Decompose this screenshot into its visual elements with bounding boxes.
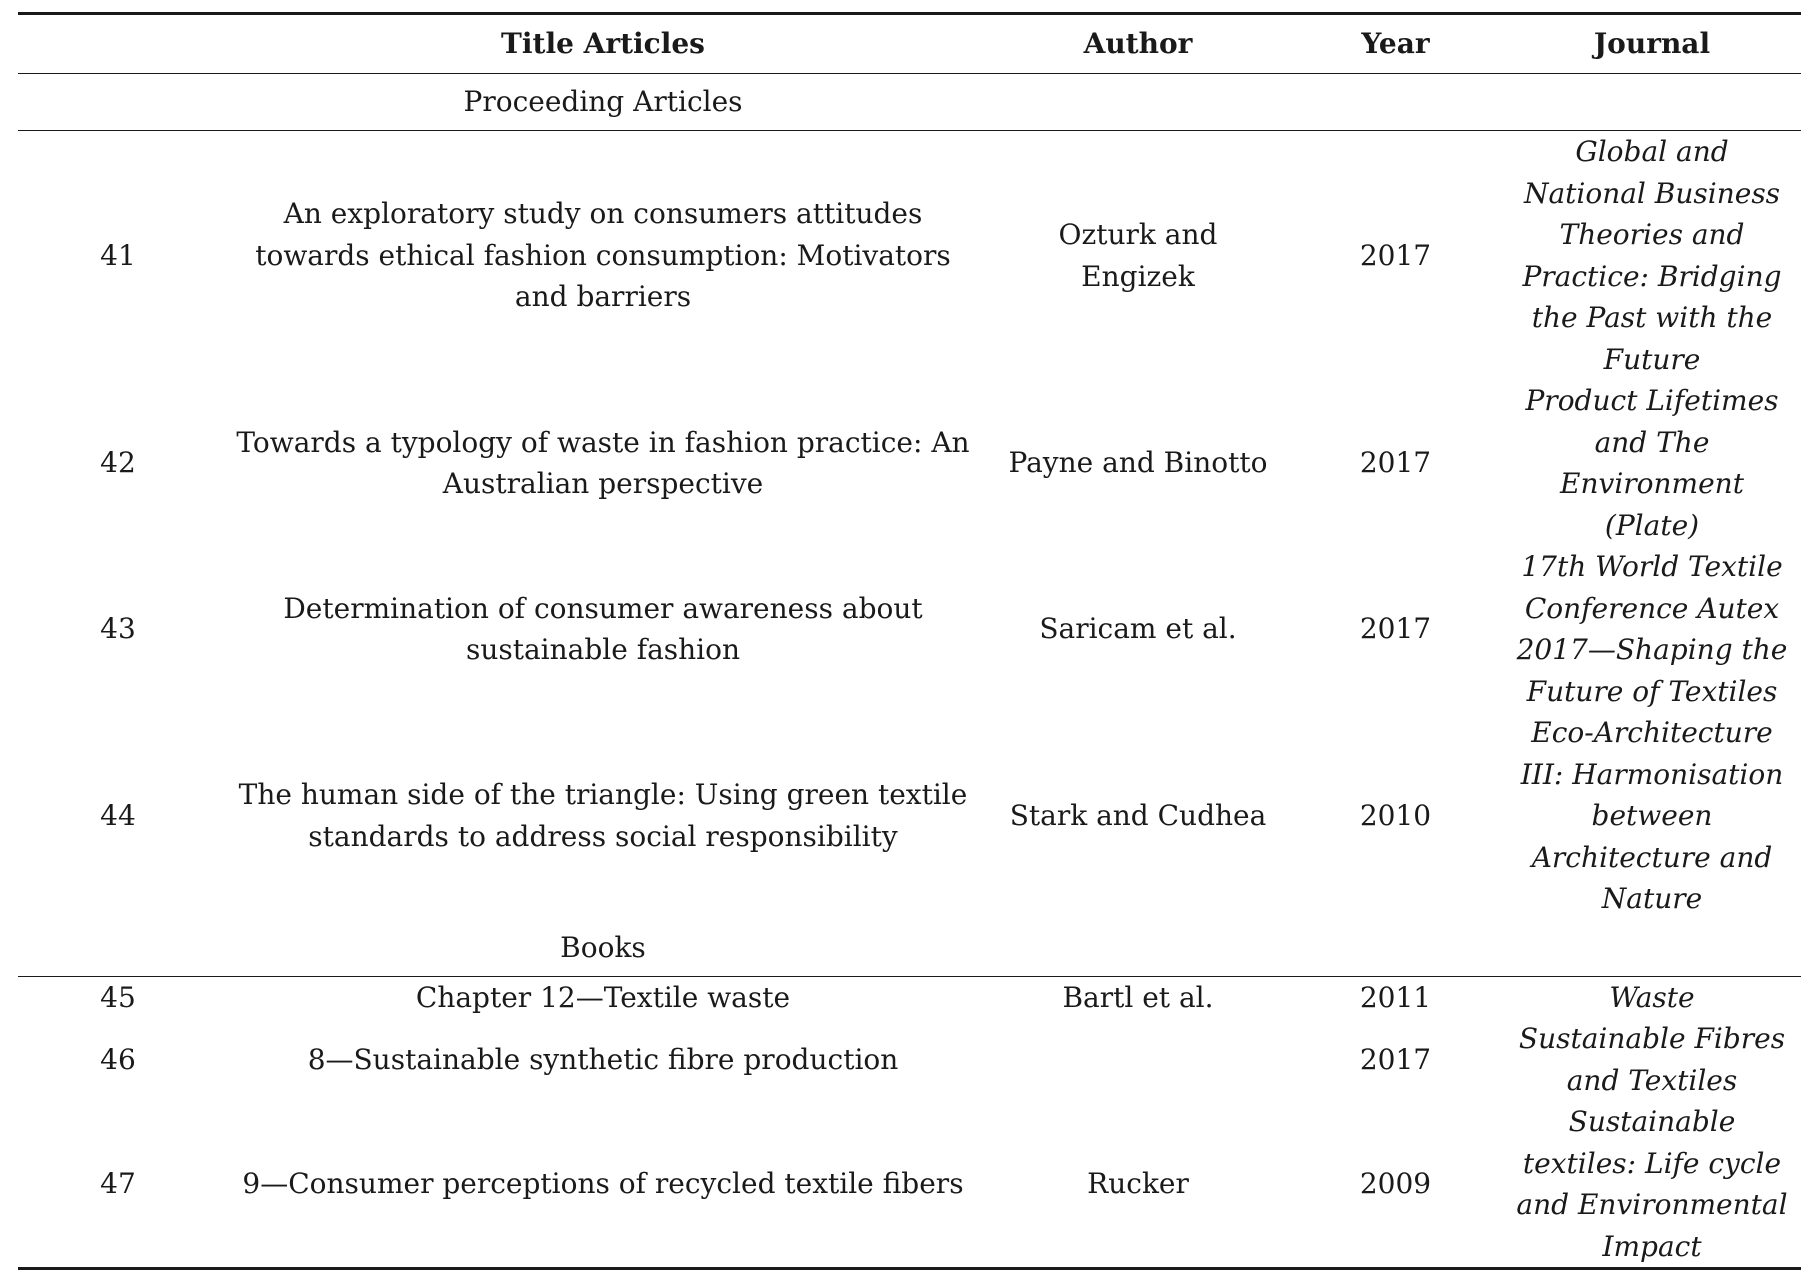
row-number: 45: [100, 980, 136, 1014]
table-row: [18, 546, 1801, 712]
row-title: Determination of consumer awareness about sustainable fashion: [283, 591, 923, 666]
row-year: 2017: [1359, 238, 1432, 272]
row-author: Stark and Cudhea: [1009, 799, 1267, 832]
row-title: Towards a typology of waste in fashion practice: An Australian perspective: [236, 425, 970, 500]
row-year: 2017: [1359, 612, 1432, 646]
header-title: Title Articles: [218, 14, 988, 74]
row-title: 8—Sustainable synthetic fibre production: [307, 1042, 899, 1076]
table-row: [18, 1101, 1801, 1269]
section-row-books: [18, 920, 1801, 977]
row-year: 2017: [1359, 1042, 1432, 1076]
section-row-proceedings: [18, 74, 1801, 131]
row-journal: 17th World Textile Conference Autex 2017—Shaping the Future of Textiles: [1516, 550, 1788, 708]
header-year: Year: [1288, 14, 1503, 74]
row-number: 46: [100, 1042, 136, 1076]
row-author: [988, 1018, 1288, 1101]
row-author: Payne and Binotto: [1008, 446, 1268, 480]
row-year: 2009: [1288, 1101, 1503, 1269]
row-number: 47: [18, 1101, 218, 1269]
row-journal: Product Lifetimes and The Environment (Plate): [1525, 384, 1779, 542]
header-journal: Journal: [1503, 14, 1801, 74]
row-number: 43: [100, 612, 136, 646]
section-label: Proceeding Articles: [218, 74, 988, 131]
row-journal: Sustainable textiles: Life cycle and Environmental Impact: [1503, 1101, 1801, 1269]
row-author: Bartl et al.: [1062, 980, 1214, 1014]
row-title: The human side of the triangle: Using green textile standards to address social responsibility: [238, 778, 968, 853]
header-number: [18, 14, 218, 74]
row-journal: Global and National Business Theories and Practice: Bridging the Past with the Future: [1522, 135, 1782, 376]
row-author: Ozturk and Engizek: [1058, 218, 1218, 293]
table-row: [18, 976, 1801, 1018]
row-journal: Eco-Architecture III: Harmonisation between Architecture and Nature: [1520, 716, 1784, 915]
row-author: Rucker: [988, 1101, 1288, 1269]
row-year: 2010: [1359, 799, 1432, 832]
row-number: 44: [100, 799, 136, 832]
row-title: An exploratory study on consumers attitudes towards ethical fashion consumption: Motivators and barriers: [255, 197, 951, 314]
header-author: Author: [988, 14, 1288, 74]
row-title: 9—Consumer perceptions of recycled textile fibers: [218, 1101, 988, 1269]
table-row: [18, 1018, 1801, 1101]
row-year: 2017: [1359, 446, 1432, 480]
table-body: [18, 74, 1801, 1269]
row-year: 2011: [1359, 980, 1432, 1014]
table-header: [18, 14, 1801, 74]
literature-table: [18, 12, 1801, 1270]
row-number: 41: [100, 238, 136, 272]
table-row: [18, 131, 1801, 381]
table-row: [18, 712, 1801, 920]
row-title: Chapter 12—Textile waste: [415, 980, 791, 1014]
row-number: 42: [100, 446, 136, 480]
row-journal: Sustainable Fibres and Textiles: [1518, 1022, 1786, 1097]
row-author: Saricam et al.: [1039, 612, 1237, 646]
header-row: [18, 14, 1801, 74]
row-journal: Waste: [1609, 980, 1695, 1014]
section-label: Books: [218, 920, 988, 977]
table-row: [18, 380, 1801, 546]
